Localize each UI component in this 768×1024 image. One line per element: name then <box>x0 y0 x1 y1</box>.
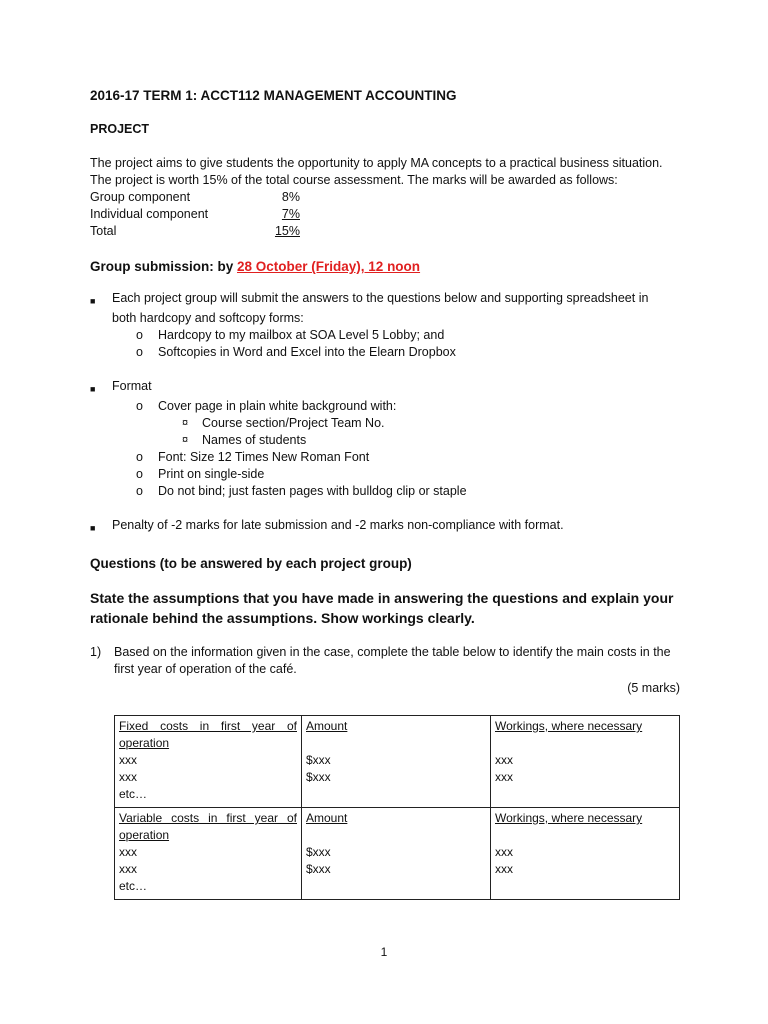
marks-value: 8% <box>281 190 300 204</box>
marks-individual <box>90 206 300 223</box>
bullet-2-sub-4: Do not bind; just fasten pages with bulldog clip or staple <box>158 484 467 498</box>
assumptions-line-1: State the assumptions that you have made in answering the questions and explain your <box>90 590 674 606</box>
intro-line-2: The project is worth 15% of the total course assessment. The marks will be awarded as follows: <box>90 173 618 187</box>
page-number: 1 <box>380 945 388 959</box>
amount-header: Amount <box>306 719 348 733</box>
marks-label: Group component <box>90 190 191 204</box>
section-project: PROJECT <box>90 122 150 136</box>
variable-costs-header-2: operation <box>119 828 170 842</box>
assumptions-line-2: rationale behind the assumptions. Show workings clearly. <box>90 610 475 626</box>
marks-value: 15% <box>274 224 300 238</box>
group-submission <box>90 259 680 274</box>
fixed-amount: $xxx <box>306 753 331 767</box>
fixed-costs-header: Fixed costs in first year of <box>119 719 297 733</box>
bullet-2-subsub-2: Names of students <box>202 433 307 447</box>
fixed-item: etc… <box>119 787 148 801</box>
sub-bullet-icon: o <box>136 484 143 498</box>
marks-group <box>90 189 300 206</box>
marks-value: 7% <box>281 207 300 221</box>
document-page <box>90 88 680 900</box>
variable-costs-header: Variable costs in first year of <box>119 811 297 825</box>
bullet-2 <box>90 378 680 500</box>
bullet-2-text: Format <box>112 379 152 393</box>
bullet-1-line-1: Each project group will submit the answers to the questions below and supporting spreadsheet in <box>112 291 649 305</box>
fixed-working: xxx <box>495 770 513 784</box>
variable-amount: $xxx <box>306 845 331 859</box>
fixed-costs-cell <box>115 716 302 808</box>
bullet-3-text: Penalty of -2 marks for late submission and -2 marks non-compliance with format. <box>112 518 564 532</box>
marks-label: Individual component <box>90 207 209 221</box>
bullet-1 <box>90 290 680 361</box>
question-number: 1) <box>90 645 102 659</box>
fixed-amount: $xxx <box>306 770 331 784</box>
fixed-costs-header-2: operation <box>119 736 170 750</box>
fixed-item: xxx <box>119 753 137 767</box>
variable-item: xxx <box>119 845 137 859</box>
marks-total <box>90 223 300 240</box>
bullet-1-sub-2: Softcopies in Word and Excel into the Elearn Dropbox <box>158 345 456 359</box>
bullet-icon: ■ <box>90 384 96 394</box>
table-row <box>115 716 680 808</box>
table-row <box>115 808 680 900</box>
fixed-workings-cell <box>491 716 680 808</box>
variable-amount: $xxx <box>306 862 331 876</box>
bullet-1-line-2: both hardcopy and softcopy forms: <box>112 311 304 325</box>
document-title: 2016-17 TERM 1: ACCT112 MANAGEMENT ACCOUNTING <box>90 88 457 103</box>
question-1-line-1: Based on the information given in the case, complete the table below to identify the main costs in the <box>114 645 671 659</box>
amount-header: Amount <box>306 811 348 825</box>
variable-amount-cell <box>302 808 491 900</box>
bullet-icon: ■ <box>90 296 96 306</box>
bullet-2-subsub-1: Course section/Project Team No. <box>202 416 385 430</box>
marks-label: Total <box>90 224 117 238</box>
intro <box>90 155 680 240</box>
sub-bullet-icon: o <box>136 450 143 464</box>
sub-bullet-icon: o <box>136 399 143 413</box>
variable-costs-cell <box>115 808 302 900</box>
sub-bullet-icon: o <box>136 345 143 359</box>
bullet-3 <box>90 517 680 537</box>
questions-heading: Questions (to be answered by each project group) <box>90 556 412 571</box>
bullet-1-sub-1: Hardcopy to my mailbox at SOA Level 5 Lobby; and <box>158 328 445 342</box>
subsub-bullet-icon: ¤ <box>182 434 189 446</box>
workings-header: Workings, where necessary <box>495 811 643 825</box>
variable-workings-cell <box>491 808 680 900</box>
variable-item: xxx <box>119 862 137 876</box>
sub-bullet-icon: o <box>136 328 143 342</box>
submission-prefix: Group submission: by <box>90 259 238 274</box>
question-1 <box>90 644 680 697</box>
variable-working: xxx <box>495 862 513 876</box>
costs-table <box>114 715 680 900</box>
bullet-2-sub-1: Cover page in plain white background with: <box>158 399 397 413</box>
variable-working: xxx <box>495 845 513 859</box>
workings-header: Workings, where necessary <box>495 719 643 733</box>
bullet-icon: ■ <box>90 523 96 533</box>
fixed-amount-cell <box>302 716 491 808</box>
fixed-working: xxx <box>495 753 513 767</box>
sub-bullet-icon: o <box>136 467 143 481</box>
intro-line-1: The project aims to give students the opportunity to apply MA concepts to a practical business situation. <box>90 156 663 170</box>
bullet-2-sub-2: Font: Size 12 Times New Roman Font <box>158 450 370 464</box>
submission-deadline: 28 October (Friday), 12 noon <box>237 259 421 274</box>
bullet-2-sub-3: Print on single-side <box>158 467 265 481</box>
variable-item: etc… <box>119 879 148 893</box>
assumptions-statement <box>90 588 680 628</box>
fixed-item: xxx <box>119 770 137 784</box>
question-1-marks: (5 marks) <box>627 681 680 695</box>
question-1-line-2: first year of operation of the café. <box>114 662 297 676</box>
subsub-bullet-icon: ¤ <box>182 417 189 429</box>
